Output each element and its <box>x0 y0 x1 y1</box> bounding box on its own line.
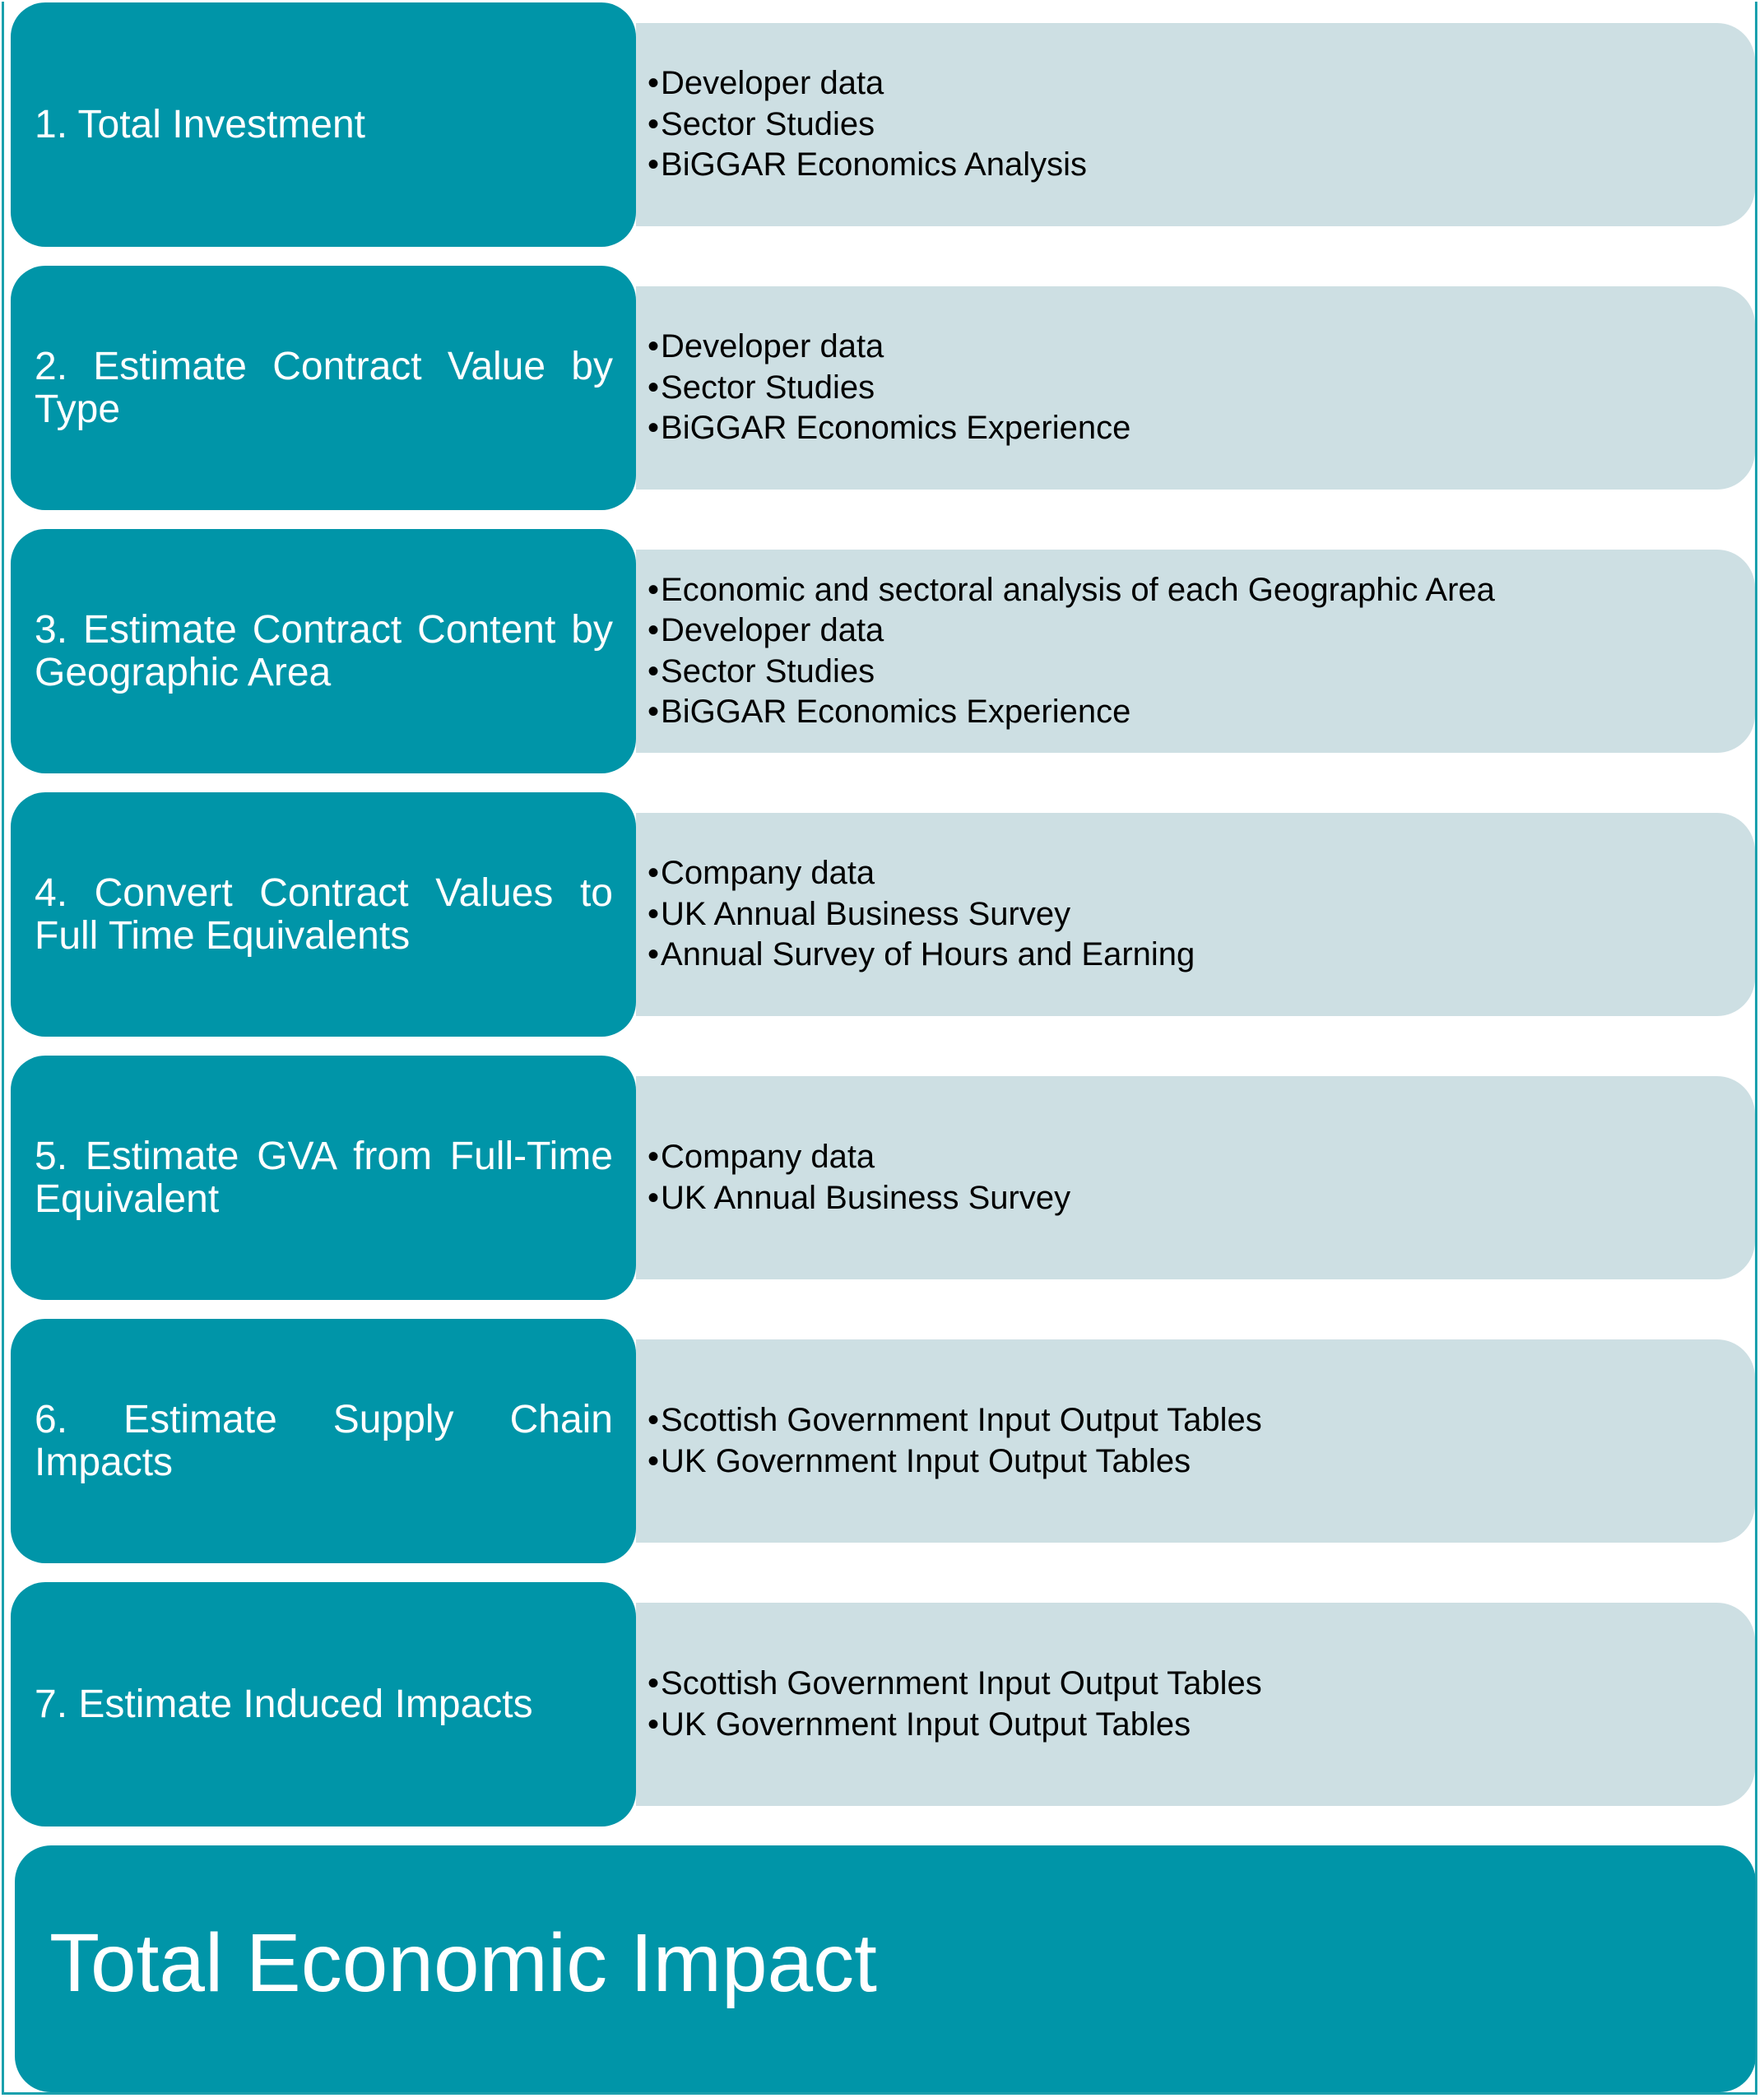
sources-list-5 <box>648 1137 1070 1218</box>
step-box-7 <box>11 1582 636 1826</box>
step-box-6 <box>11 1319 636 1563</box>
sources-box-7 <box>636 1603 1755 1806</box>
source-item: • Company data <box>648 1137 1070 1178</box>
source-item: • Sector Studies <box>648 104 1087 146</box>
source-item: • Sector Studies <box>648 652 1495 693</box>
step-label-2: 2. Estimate Contract Value by Type <box>35 344 613 431</box>
source-item: • BiGGAR Economics Analysis <box>648 145 1087 186</box>
sources-list-7 <box>648 1664 1262 1745</box>
step-label-5: 5. Estimate GVA from Full-Time Equivalent <box>35 1134 613 1221</box>
sources-list-2 <box>648 327 1130 449</box>
sources-list-4 <box>648 853 1195 976</box>
sources-list-6 <box>648 1400 1262 1482</box>
step-box-4 <box>11 792 636 1037</box>
source-item: • BiGGAR Economics Experience <box>648 408 1130 449</box>
step-label-7: 7. Estimate Induced Impacts <box>35 1682 533 1726</box>
step-box-2 <box>11 266 636 510</box>
total-economic-impact-box <box>15 1845 1756 2092</box>
sources-box-5 <box>636 1076 1755 1279</box>
sources-box-1 <box>636 23 1755 226</box>
total-economic-impact-label: Total Economic Impact <box>49 1917 877 2009</box>
sources-list-1 <box>648 63 1087 186</box>
step-box-3 <box>11 529 636 773</box>
sources-box-2 <box>636 286 1755 490</box>
sources-box-3 <box>636 550 1755 753</box>
step-label-1: 1. Total Investment <box>35 102 365 146</box>
source-item: • UK Government Input Output Tables <box>648 1441 1262 1483</box>
source-item: • Scottish Government Input Output Tables <box>648 1664 1262 1705</box>
source-item: • Economic and sectoral analysis of each Geographic Area <box>648 570 1495 611</box>
source-item: • Scottish Government Input Output Tables <box>648 1400 1262 1441</box>
source-item: • BiGGAR Economics Experience <box>648 692 1495 733</box>
source-item: • UK Government Input Output Tables <box>648 1705 1262 1746</box>
source-item: • Annual Survey of Hours and Earning <box>648 935 1195 976</box>
source-item: • Developer data <box>648 63 1087 104</box>
sources-box-6 <box>636 1339 1755 1543</box>
source-item: • Sector Studies <box>648 368 1130 409</box>
source-item: • UK Annual Business Survey <box>648 894 1195 935</box>
source-item: • UK Annual Business Survey <box>648 1178 1070 1219</box>
step-box-5 <box>11 1056 636 1300</box>
source-item: • Company data <box>648 853 1195 894</box>
step-box-1 <box>11 2 636 247</box>
source-item: • Developer data <box>648 610 1495 652</box>
step-label-6: 6. Estimate Supply Chain Impacts <box>35 1397 613 1484</box>
sources-box-4 <box>636 813 1755 1016</box>
source-item: • Developer data <box>648 327 1130 368</box>
sources-list-3 <box>648 570 1495 733</box>
step-label-4: 4. Convert Contract Values to Full Time Equivalents <box>35 870 613 958</box>
step-label-3: 3. Estimate Contract Content by Geographic Area <box>35 607 613 694</box>
